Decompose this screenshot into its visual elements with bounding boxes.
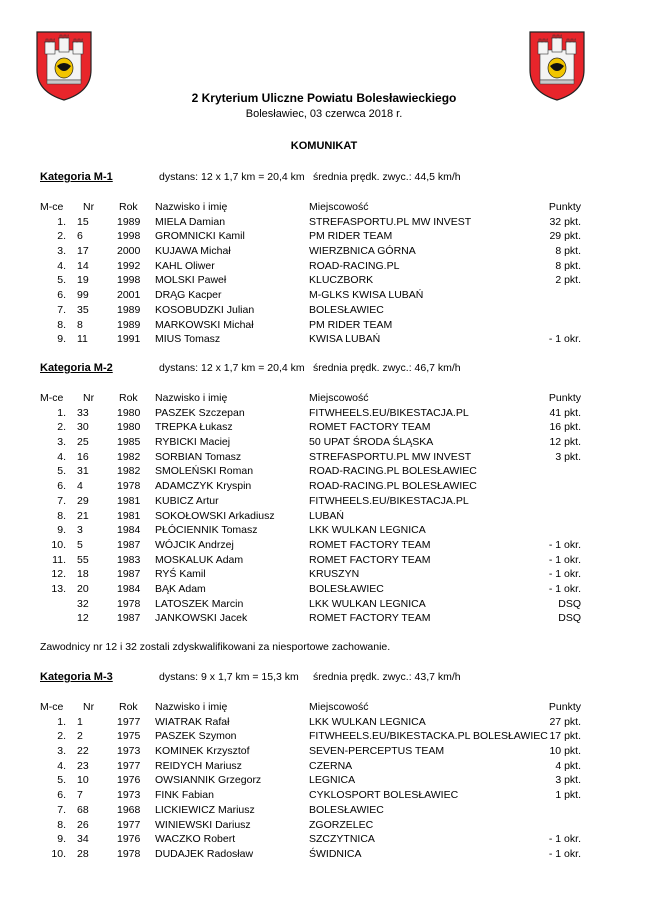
- number-cell: 18: [77, 568, 89, 581]
- year-cell: 1987: [117, 568, 141, 581]
- city-cell: ROMET FACTORY TEAM: [309, 612, 431, 625]
- city-cell: BOLESŁAWIEC: [309, 582, 384, 595]
- name-cell: WACZKO Robert: [155, 833, 236, 846]
- col-header-name: Nazwisko i imię: [155, 392, 228, 404]
- points-cell: 27 pkt.: [549, 715, 581, 728]
- city-cell: LKK WULKAN LEGNICA: [309, 715, 426, 728]
- city-cell: PM RIDER TEAM: [309, 230, 393, 243]
- table-row: [36, 509, 581, 524]
- city-cell: WIERZBNICA GÓRNA: [309, 245, 416, 258]
- name-cell: WIATRAK Rafał: [155, 715, 230, 728]
- points-cell: 8 pkt.: [555, 245, 581, 258]
- place-cell: 7.: [57, 303, 66, 316]
- year-cell: 1973: [117, 745, 141, 758]
- points-cell: 10 pkt.: [549, 745, 581, 758]
- year-cell: 1983: [117, 553, 141, 566]
- category-header-m3: [40, 671, 620, 685]
- results-table-m2: [36, 391, 581, 626]
- name-cell: REIDYCH Mariusz: [155, 759, 242, 772]
- table-row: [36, 244, 581, 259]
- category-header-m1: [40, 171, 620, 185]
- table-row: [36, 567, 581, 582]
- category-distance: dystans: 12 x 1,7 km = 20,4 km: [159, 171, 305, 183]
- year-cell: 1975: [117, 730, 141, 743]
- table-row: [36, 773, 581, 788]
- city-cell: FITWHEELS.EU/BIKESTACKA.PL BOLESŁAWIEC: [309, 730, 548, 743]
- year-cell: 1998: [117, 230, 141, 243]
- year-cell: 2000: [117, 245, 141, 258]
- col-header-year: Rok: [119, 392, 138, 404]
- year-cell: 1984: [117, 582, 141, 595]
- city-cell: LUBAŃ: [309, 509, 345, 522]
- number-cell: 68: [77, 803, 89, 816]
- city-cell: M-GLKS KWISA LUBAŃ: [309, 289, 424, 302]
- name-cell: PASZEK Szczepan: [155, 406, 245, 419]
- category-name: Kategoria M-3: [40, 671, 113, 683]
- year-cell: 1977: [117, 715, 141, 728]
- year-cell: 2001: [117, 289, 141, 302]
- city-cell: CYKLOSPORT BOLESŁAWIEC: [309, 789, 459, 802]
- place-cell: 4.: [57, 759, 66, 772]
- place-cell: 8.: [57, 318, 66, 331]
- number-cell: 28: [77, 847, 89, 860]
- points-cell: 29 pkt.: [549, 230, 581, 243]
- table-row: [36, 715, 581, 730]
- place-cell: 9.: [57, 524, 66, 537]
- category-speed: średnia prędk. zwyc.: 46,7 km/h: [313, 362, 461, 374]
- name-cell: KAHL Oliwer: [155, 259, 215, 272]
- place-cell: 3.: [57, 745, 66, 758]
- name-cell: DUDAJEK Radosław: [155, 847, 254, 860]
- name-cell: KOSOBUDZKI Julian: [155, 303, 255, 316]
- table-row: [36, 847, 581, 862]
- table-row: [36, 318, 581, 333]
- place-cell: 4.: [57, 259, 66, 272]
- number-cell: 22: [77, 745, 89, 758]
- name-cell: FINK Fabian: [155, 789, 214, 802]
- place-cell: 1.: [57, 215, 66, 228]
- number-cell: 11: [77, 333, 88, 346]
- place-cell: 4.: [57, 450, 66, 463]
- year-cell: 1976: [117, 833, 141, 846]
- name-cell: PŁÓCIENNIK Tomasz: [155, 524, 258, 537]
- place-cell: 6.: [57, 289, 66, 302]
- city-cell: ROMET FACTORY TEAM: [309, 421, 431, 434]
- table-row: [36, 406, 581, 421]
- table-row: [36, 259, 581, 274]
- number-cell: 20: [77, 582, 89, 595]
- col-header-name: Nazwisko i imię: [155, 701, 228, 713]
- place-cell: 2.: [57, 421, 66, 434]
- city-cell: PM RIDER TEAM: [309, 318, 393, 331]
- table-row: [36, 759, 581, 774]
- number-cell: 5: [77, 538, 83, 551]
- col-header-place: M-ce: [40, 201, 64, 213]
- year-cell: 1978: [117, 480, 141, 493]
- city-cell: ROMET FACTORY TEAM: [309, 553, 431, 566]
- city-cell: KRUSZYN: [309, 568, 360, 581]
- city-cell: BOLESŁAWIEC: [309, 303, 384, 316]
- place-cell: 1.: [57, 406, 66, 419]
- points-cell: - 1 okr.: [548, 553, 581, 566]
- city-cell: BOLESŁAWIEC: [309, 803, 384, 816]
- place-cell: 3.: [57, 436, 66, 449]
- number-cell: 34: [77, 833, 89, 846]
- name-cell: SOKOŁOWSKI Arkadiusz: [155, 509, 275, 522]
- name-cell: MIUS Tomasz: [155, 333, 221, 346]
- number-cell: 16: [77, 450, 89, 463]
- year-cell: 1981: [117, 509, 141, 522]
- table-row: [36, 832, 581, 847]
- table-header: [36, 391, 581, 406]
- name-cell: OWSIANNIK Grzegorz: [155, 774, 262, 787]
- table-row: [36, 597, 581, 612]
- table-row: [36, 435, 581, 450]
- city-cell: SZCZYTNICA: [309, 833, 375, 846]
- number-cell: 30: [77, 421, 89, 434]
- number-cell: 35: [77, 303, 89, 316]
- year-cell: 1985: [117, 436, 141, 449]
- city-cell: KLUCZBORK: [309, 274, 374, 287]
- city-cell: LEGNICA: [309, 774, 356, 787]
- city-cell: SEVEN-PERCEPTUS TEAM: [309, 745, 445, 758]
- name-cell: KUJAWA Michał: [155, 245, 231, 258]
- number-cell: 33: [77, 406, 89, 419]
- number-cell: 4: [77, 480, 83, 493]
- name-cell: KOMINEK Krzysztof: [155, 745, 250, 758]
- place-cell: 2.: [57, 230, 66, 243]
- city-cell: STREFASPORTU.PL MW INVEST: [309, 450, 472, 463]
- name-cell: LICKIEWICZ Mariusz: [155, 803, 255, 816]
- table-row: [36, 553, 581, 568]
- year-cell: 1977: [117, 759, 141, 772]
- city-cell: ROAD-RACING.PL BOLESŁAWIEC: [309, 465, 477, 478]
- col-header-place: M-ce: [40, 392, 64, 404]
- name-cell: JANKOWSKI Jacek: [155, 612, 248, 625]
- number-cell: 26: [77, 818, 89, 831]
- table-row: [36, 450, 581, 465]
- table-header: [36, 200, 581, 215]
- table-row: [36, 818, 581, 833]
- city-cell: ROMET FACTORY TEAM: [309, 538, 431, 551]
- category-distance: dystans: 12 x 1,7 km = 20,4 km: [159, 362, 305, 374]
- komunikat-heading: KOMUNIKAT: [290, 140, 358, 152]
- col-header-number: Nr: [83, 201, 95, 213]
- name-cell: RYBICKI Maciej: [155, 436, 231, 449]
- year-cell: 1992: [117, 259, 141, 272]
- city-cell: ROAD-RACING.PL: [309, 259, 400, 272]
- number-cell: 2: [77, 730, 83, 743]
- table-row: [36, 523, 581, 538]
- disqualification-note: Zawodnicy nr 12 i 32 zostali zdyskwalifikowani za niesportowe zachowanie.: [40, 641, 391, 653]
- points-cell: DSQ: [558, 612, 581, 625]
- points-cell: 1 pkt.: [555, 789, 581, 802]
- points-cell: 2 pkt.: [555, 274, 581, 287]
- category-speed: średnia prędk. zwyc.: 43,7 km/h: [313, 671, 461, 683]
- category-header-m2: [40, 362, 620, 376]
- number-cell: 55: [77, 553, 89, 566]
- table-row: [36, 303, 581, 318]
- year-cell: 1987: [117, 612, 141, 625]
- table-row: [36, 582, 581, 597]
- number-cell: 31: [77, 465, 89, 478]
- place-cell: 13.: [51, 582, 66, 595]
- col-header-name: Nazwisko i imię: [155, 201, 228, 213]
- city-cell: ZGORZELEC: [309, 818, 374, 831]
- city-cell: KWISA LUBAŃ: [309, 333, 381, 346]
- number-cell: 3: [77, 524, 83, 537]
- col-header-points: Punkty: [548, 392, 581, 404]
- table-row: [36, 611, 581, 626]
- number-cell: 32: [77, 597, 89, 610]
- year-cell: 1998: [117, 274, 141, 287]
- points-cell: - 1 okr.: [548, 847, 581, 860]
- name-cell: ADAMCZYK Kryspin: [155, 480, 252, 493]
- name-cell: BĄK Adam: [155, 582, 206, 595]
- place-cell: 9.: [57, 333, 66, 346]
- table-row: [36, 494, 581, 509]
- points-cell: 16 pkt.: [549, 421, 581, 434]
- category-distance: dystans: 9 x 1,7 km = 15,3 km: [159, 671, 299, 683]
- name-cell: SORBIAN Tomasz: [155, 450, 242, 463]
- number-cell: 8: [77, 318, 83, 331]
- points-cell: 41 pkt.: [549, 406, 581, 419]
- city-cell: FITWHEELS.EU/BIKESTACJA.PL: [309, 406, 469, 419]
- city-cell: 50 UPAT ŚRODA ŚLĄSKA: [309, 436, 434, 449]
- results-table-m1: [36, 200, 581, 347]
- name-cell: MIELA Damian: [155, 215, 226, 228]
- place-cell: 1.: [57, 715, 66, 728]
- year-cell: 1980: [117, 406, 141, 419]
- year-cell: 1982: [117, 465, 141, 478]
- category-speed: średnia prędk. zwyc.: 44,5 km/h: [313, 171, 461, 183]
- points-cell: - 1 okr.: [548, 568, 581, 581]
- number-cell: 23: [77, 759, 89, 772]
- name-cell: LATOSZEK Marcin: [155, 597, 244, 610]
- year-cell: 1989: [117, 215, 141, 228]
- year-cell: 1978: [117, 597, 141, 610]
- document-title: 2 Kryterium Uliczne Powiatu Bolesławieckiego: [191, 91, 457, 105]
- year-cell: 1968: [117, 803, 141, 816]
- year-cell: 1977: [117, 818, 141, 831]
- year-cell: 1989: [117, 318, 141, 331]
- place-cell: 5.: [57, 774, 66, 787]
- col-header-city: Miejscowość: [309, 392, 369, 404]
- city-cell: ŚWIDNICA: [309, 847, 362, 860]
- category-name: Kategoria M-2: [40, 362, 113, 374]
- points-cell: DSQ: [558, 597, 581, 610]
- name-cell: DRĄG Kacper: [155, 289, 222, 302]
- place-cell: 7.: [57, 494, 66, 507]
- place-cell: 2.: [57, 730, 66, 743]
- place-cell: 6.: [57, 480, 66, 493]
- number-cell: 12: [77, 612, 89, 625]
- points-cell: - 1 okr.: [548, 833, 581, 846]
- year-cell: 1976: [117, 774, 141, 787]
- year-cell: 1973: [117, 789, 141, 802]
- city-cell: LKK WULKAN LEGNICA: [309, 524, 426, 537]
- city-cell: STREFASPORTU.PL MW INVEST: [309, 215, 472, 228]
- number-cell: 29: [77, 494, 89, 507]
- number-cell: 1: [77, 715, 83, 728]
- number-cell: 6: [77, 230, 83, 243]
- table-row: [36, 744, 581, 759]
- results-table-m3: [36, 700, 581, 862]
- place-cell: 10.: [51, 847, 66, 860]
- year-cell: 1987: [117, 538, 141, 551]
- name-cell: SMOLEŃSKI Roman: [155, 465, 254, 478]
- place-cell: 6.: [57, 789, 66, 802]
- col-header-number: Nr: [83, 392, 95, 404]
- table-row: [36, 273, 581, 288]
- place-cell: 5.: [57, 274, 66, 287]
- table-row: [36, 229, 581, 244]
- year-cell: 1984: [117, 524, 141, 537]
- number-cell: 14: [77, 259, 89, 272]
- points-cell: 32 pkt.: [549, 215, 581, 228]
- name-cell: MOSKALUK Adam: [155, 553, 244, 566]
- table-header: [36, 700, 581, 715]
- category-name: Kategoria M-1: [40, 171, 113, 183]
- place-cell: 11.: [52, 553, 66, 566]
- place-cell: 8.: [57, 818, 66, 831]
- name-cell: GROMNICKI Kamil: [155, 230, 245, 243]
- number-cell: 17: [77, 245, 89, 258]
- col-header-points: Punkty: [548, 201, 581, 213]
- name-cell: WINIEWSKI Dariusz: [155, 818, 251, 831]
- number-cell: 19: [77, 274, 89, 287]
- table-row: [36, 803, 581, 818]
- col-header-city: Miejscowość: [309, 201, 369, 213]
- number-cell: 21: [77, 509, 89, 522]
- place-cell: 8.: [57, 509, 66, 522]
- table-row: [36, 332, 581, 347]
- number-cell: 10: [77, 774, 89, 787]
- table-row: [36, 464, 581, 479]
- name-cell: MOLSKI Paweł: [155, 274, 227, 287]
- name-cell: WÓJCIK Andrzej: [155, 538, 234, 551]
- name-cell: RYŚ Kamil: [155, 568, 206, 581]
- name-cell: TREPKA Łukasz: [155, 421, 233, 434]
- name-cell: MARKOWSKI Michał: [155, 318, 254, 331]
- year-cell: 1978: [117, 847, 141, 860]
- city-cell: FITWHEELS.EU/BIKESTACJA.PL: [309, 494, 469, 507]
- place-cell: 10.: [51, 538, 66, 551]
- table-row: [36, 788, 581, 803]
- number-cell: 15: [77, 215, 89, 228]
- points-cell: 12 pkt.: [549, 436, 581, 449]
- table-row: [36, 479, 581, 494]
- year-cell: 1982: [117, 450, 141, 463]
- points-cell: 3 pkt.: [555, 450, 581, 463]
- col-header-place: M-ce: [40, 701, 64, 713]
- points-cell: 4 pkt.: [555, 759, 581, 772]
- place-cell: 9.: [57, 833, 66, 846]
- points-cell: - 1 okr.: [548, 582, 581, 595]
- points-cell: 17 pkt.: [549, 730, 581, 743]
- city-cell: ROAD-RACING.PL BOLESŁAWIEC: [309, 480, 477, 493]
- col-header-year: Rok: [119, 701, 138, 713]
- table-row: [36, 729, 581, 744]
- place-cell: 7.: [57, 803, 66, 816]
- year-cell: 1980: [117, 421, 141, 434]
- col-header-number: Nr: [83, 701, 95, 713]
- table-row: [36, 538, 581, 553]
- document-subtitle: Bolesławiec, 03 czerwca 2018 r.: [245, 108, 403, 120]
- table-row: [36, 288, 581, 303]
- year-cell: 1991: [117, 333, 141, 346]
- col-header-city: Miejscowość: [309, 701, 369, 713]
- year-cell: 1981: [117, 494, 141, 507]
- name-cell: PASZEK Szymon: [155, 730, 237, 743]
- col-header-points: Punkty: [548, 701, 581, 713]
- place-cell: 12.: [51, 568, 66, 581]
- number-cell: 99: [77, 289, 89, 302]
- name-cell: KUBICZ Artur: [155, 494, 219, 507]
- points-cell: 3 pkt.: [555, 774, 581, 787]
- points-cell: 8 pkt.: [555, 259, 581, 272]
- year-cell: 1989: [117, 303, 141, 316]
- place-cell: 5.: [57, 465, 66, 478]
- city-cell: CZERNA: [309, 759, 353, 772]
- col-header-year: Rok: [119, 201, 138, 213]
- table-row: [36, 215, 581, 230]
- number-cell: 25: [77, 436, 89, 449]
- table-row: [36, 420, 581, 435]
- number-cell: 7: [77, 789, 83, 802]
- place-cell: 3.: [57, 245, 66, 258]
- points-cell: - 1 okr.: [548, 333, 581, 346]
- points-cell: - 1 okr.: [548, 538, 581, 551]
- city-cell: LKK WULKAN LEGNICA: [309, 597, 426, 610]
